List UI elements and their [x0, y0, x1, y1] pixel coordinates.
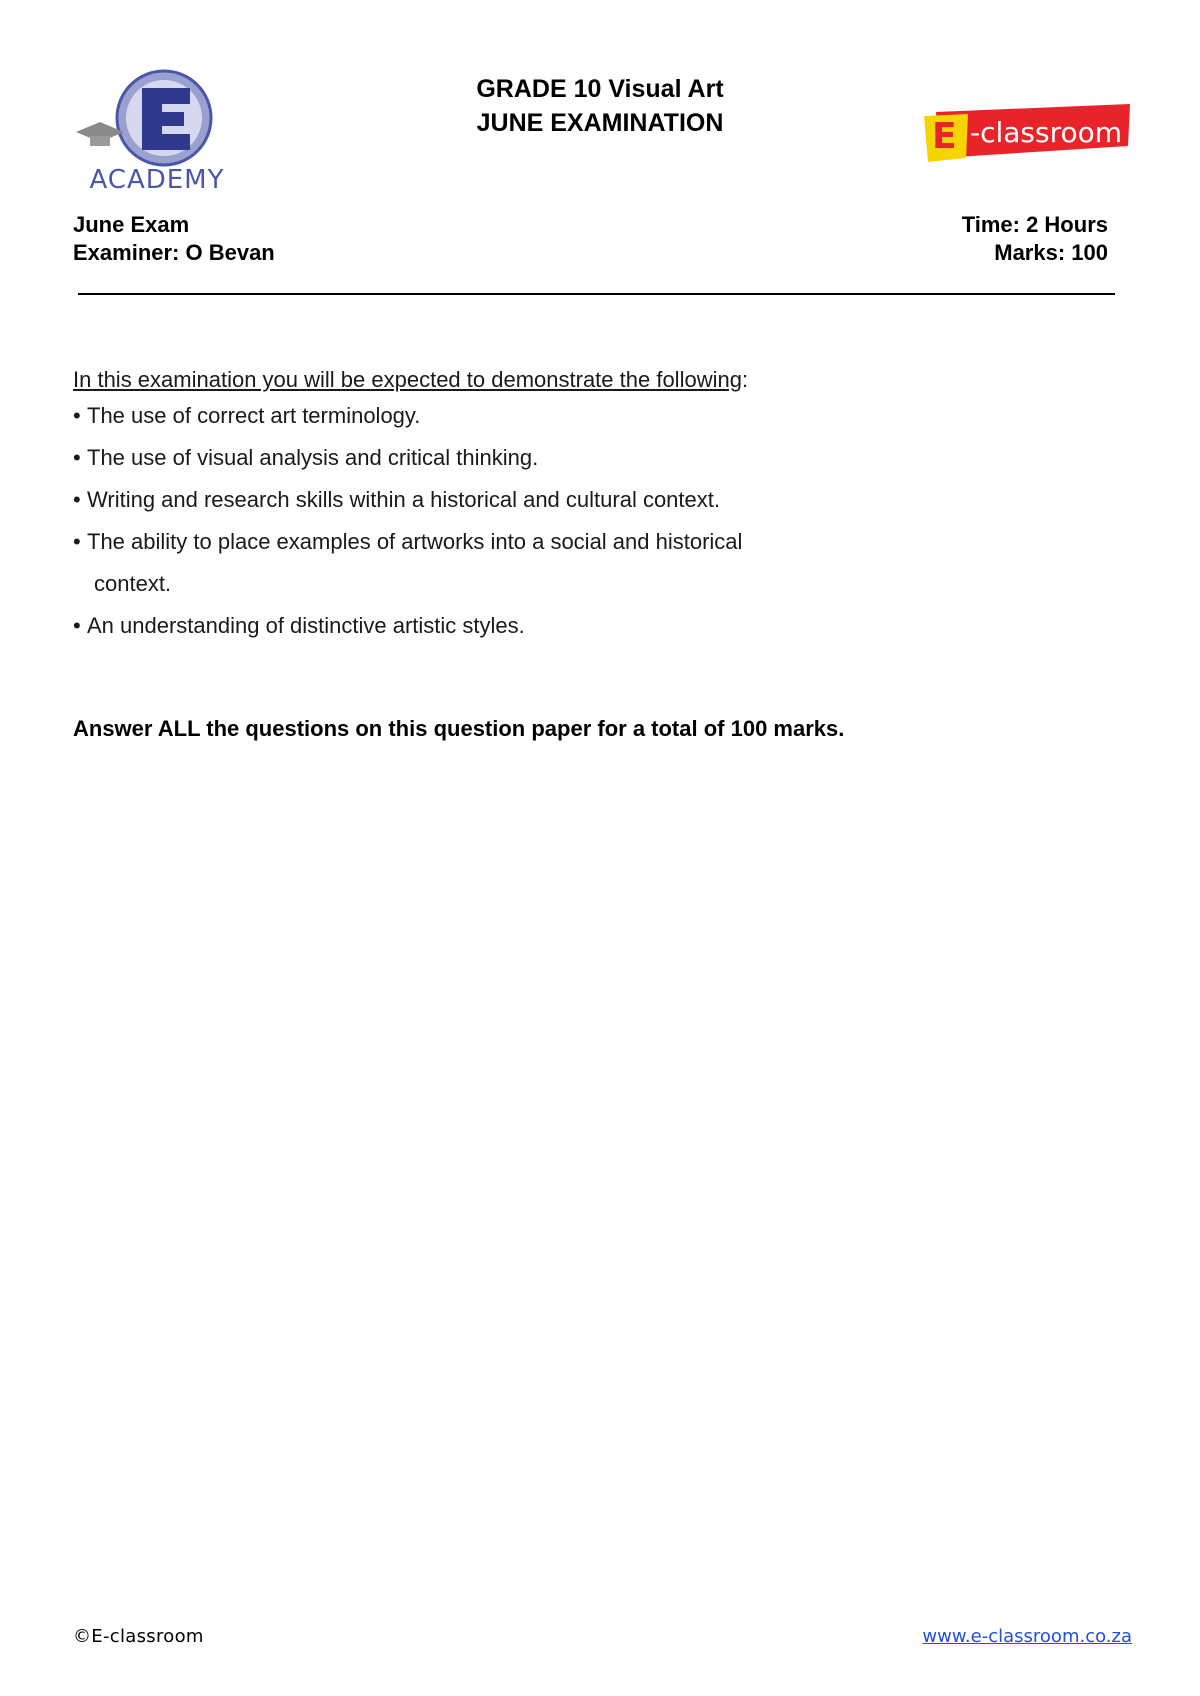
- footer-copyright: ©E-classroom: [73, 1626, 204, 1647]
- eclassroom-logo: [918, 102, 1138, 166]
- title-exam: JUNE EXAMINATION: [476, 109, 724, 137]
- exam-time: Time: 2 Hours: [961, 212, 1108, 237]
- list-item: • The use of visual analysis and critical thinking.: [73, 445, 539, 470]
- examiner: Examiner: O Bevan: [73, 240, 275, 265]
- list-item: • The use of correct art terminology.: [73, 403, 421, 428]
- footer-website-link[interactable]: www.e-classroom.co.za: [922, 1626, 1132, 1647]
- exam-meta-right: [962, 211, 1108, 267]
- exam-title: [300, 72, 900, 140]
- academy-logo-text: ACADEMY: [89, 165, 225, 195]
- list-item: • Writing and research skills within a historical and cultural context.: [73, 487, 720, 512]
- intro-bullet-list: [73, 395, 973, 647]
- intro-heading: In this examination you will be expected to demonstrate the following:: [73, 367, 749, 392]
- header-divider-notch: [632, 293, 664, 295]
- svg-text:-classroom: -classroom: [970, 116, 1123, 149]
- exam-meta-left: [73, 211, 275, 267]
- exam-marks: Marks: 100: [994, 240, 1108, 265]
- academy-logo: [72, 66, 242, 196]
- exam-intro: [73, 365, 973, 647]
- exam-instruction: Answer ALL the questions on this question paper for a total of 100 marks.: [73, 716, 845, 741]
- title-subject: GRADE 10 Visual Art: [476, 75, 724, 103]
- header-divider: [78, 293, 1115, 295]
- list-item: • The ability to place examples of artworks into a social and historical: [73, 529, 743, 554]
- list-item-continuation: context.: [94, 571, 172, 596]
- exam-name: June Exam: [73, 212, 190, 237]
- list-item: • An understanding of distinctive artistic styles.: [73, 613, 525, 638]
- svg-text:E: E: [932, 116, 957, 157]
